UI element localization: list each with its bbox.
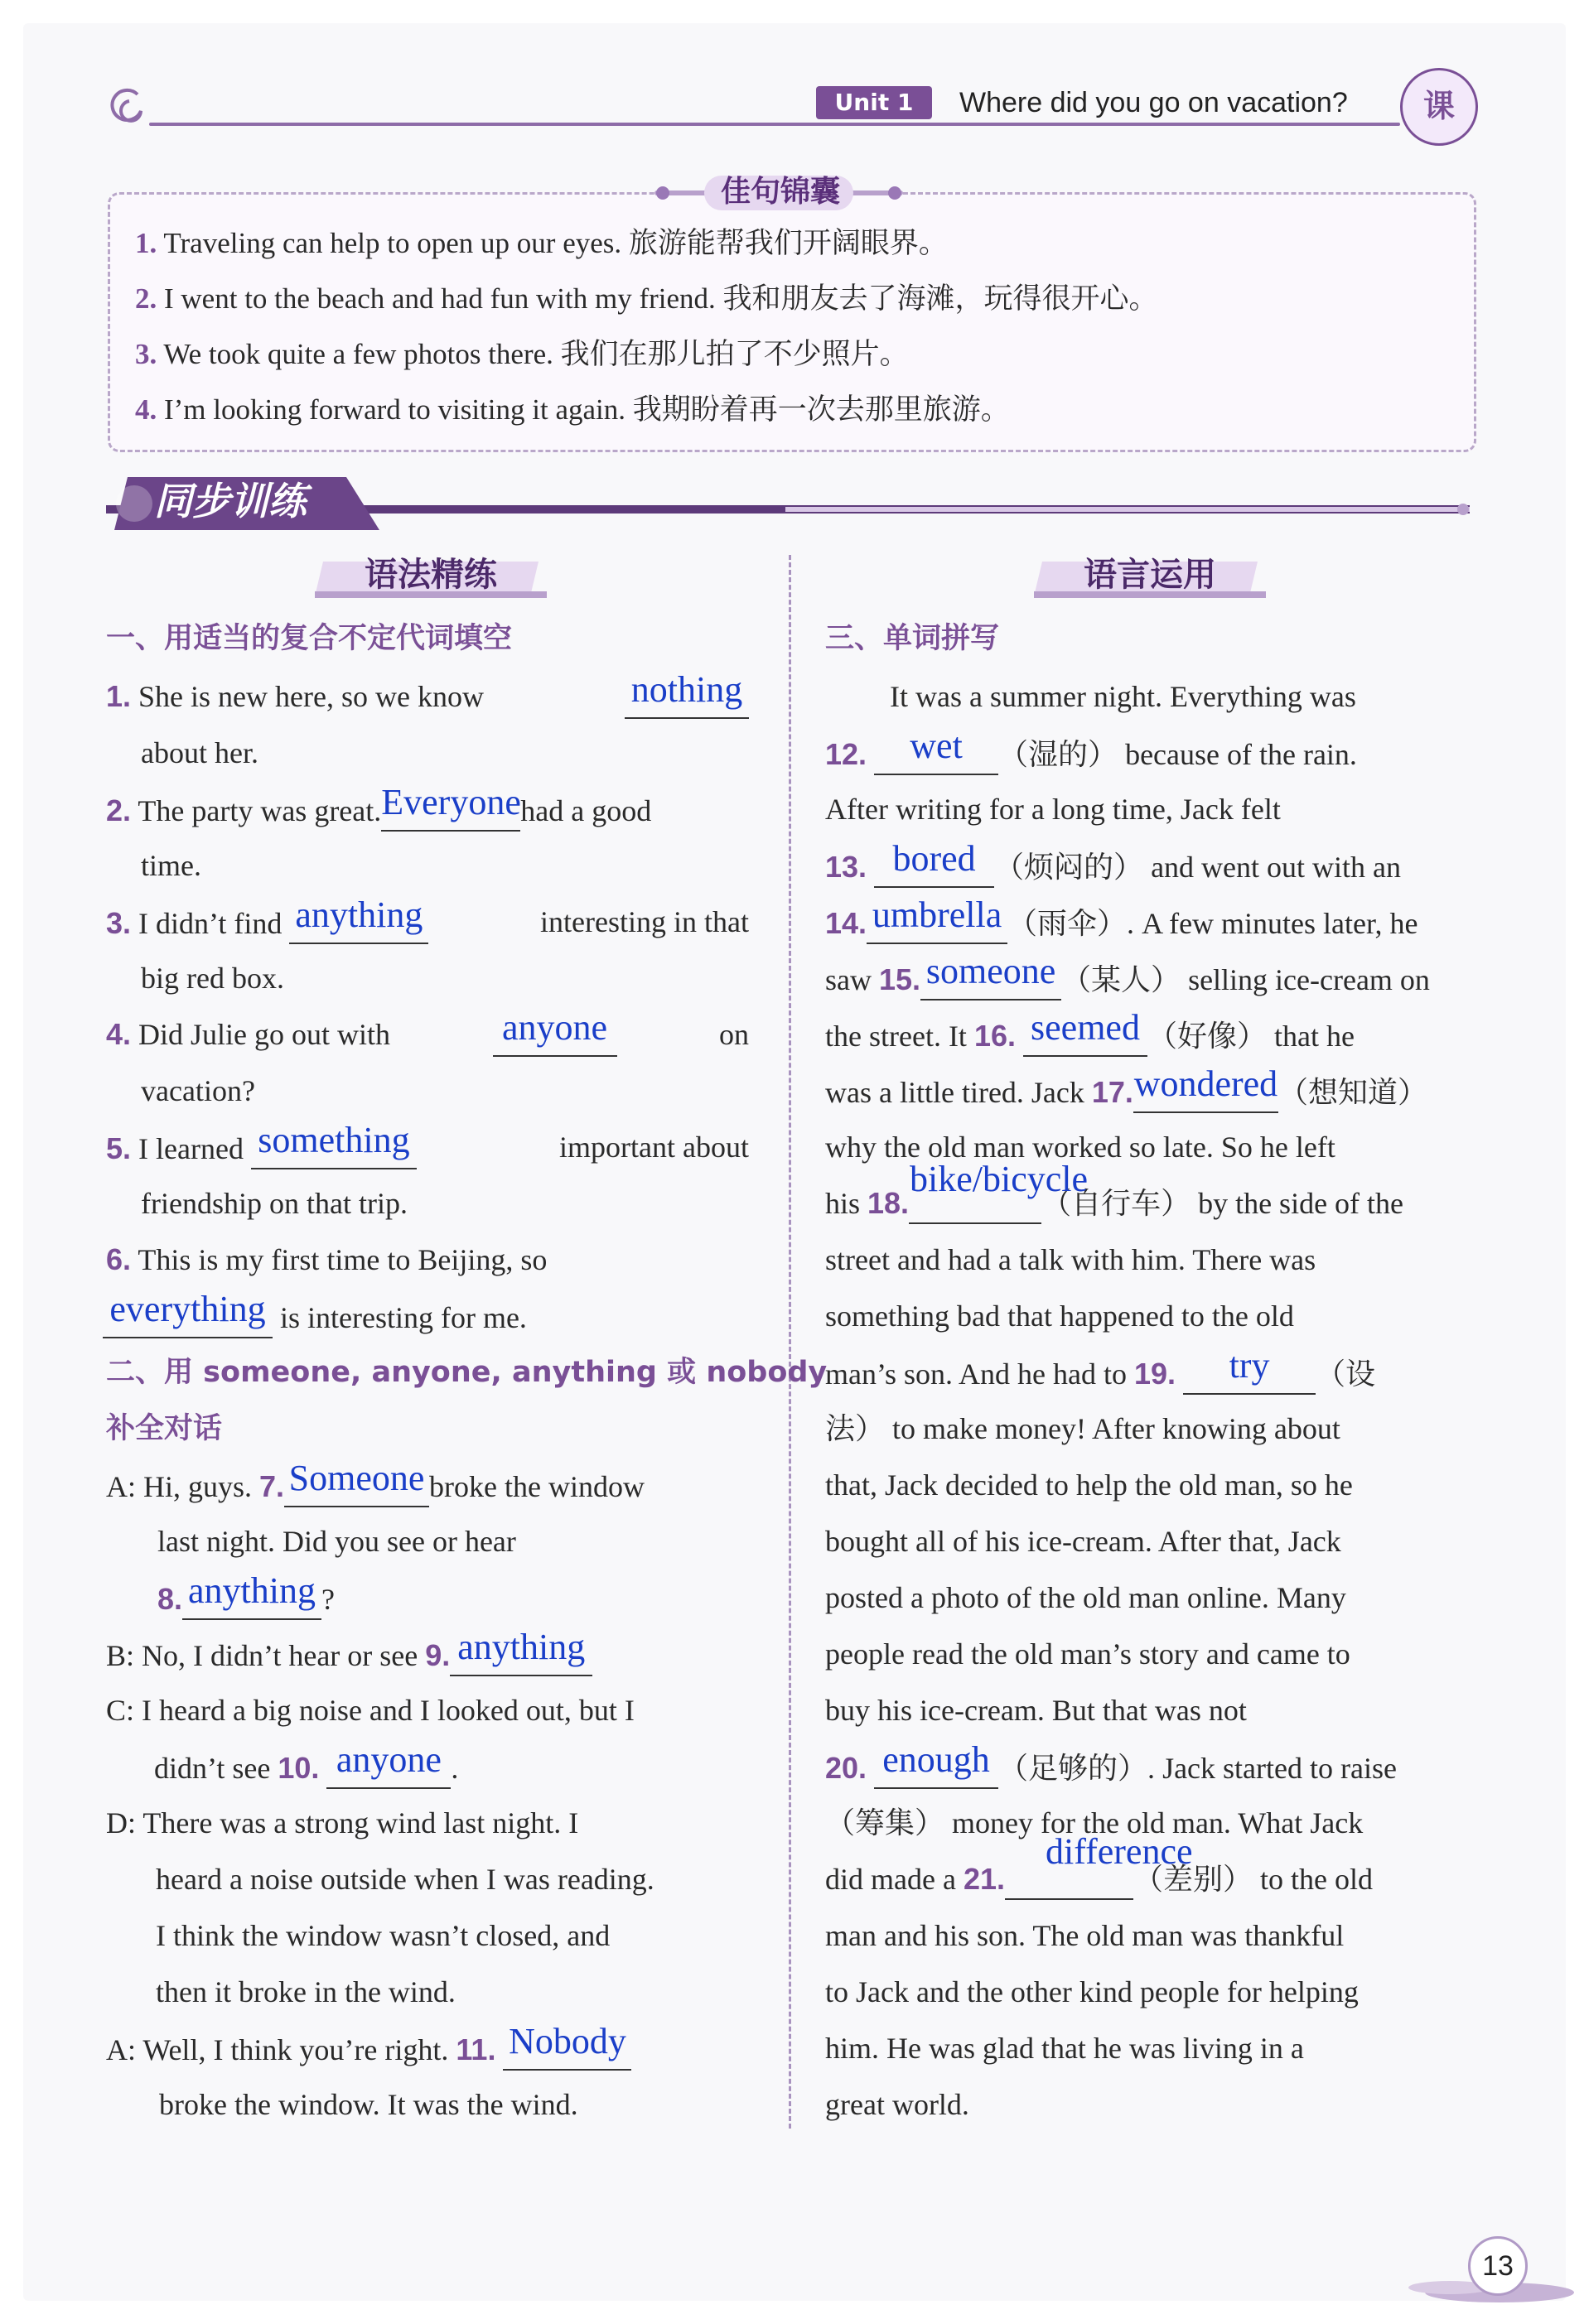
passage-line-6: saw 15. someone （某人） selling ice-cream on xyxy=(825,959,1430,1000)
passage-line-1: It was a summer night. Everything was xyxy=(890,680,1356,713)
q6-line2: everything is interesting for me. xyxy=(103,1297,527,1338)
passage-line-7: the street. It 16. seemed （好像） that he xyxy=(825,1015,1355,1057)
passage-line-10: his 18. （自行车） by the side of the xyxy=(825,1184,1403,1224)
passage-line-11: street and had a talk with him. There was xyxy=(825,1243,1316,1276)
dialogue-a2-line1: A: Well, I think you’re right. 11. Nobody xyxy=(106,2029,631,2071)
dialogue-c-line1: C: I heard a big noise and I looked out, but I xyxy=(106,1694,635,1727)
q1-answer[interactable]: nothing xyxy=(625,677,749,719)
dialogue-a1-line3: 8. anything ? xyxy=(157,1579,335,1620)
passage-line-14: 法） to make money! After knowing about xyxy=(825,1412,1340,1445)
dialogue-a1-line1: A: Hi, guys. 7. Someone broke the window xyxy=(106,1466,645,1507)
q6-line1: 6. This is my first time to Beijing, so xyxy=(106,1242,548,1276)
q6-answer[interactable]: everything xyxy=(103,1297,273,1338)
dialogue-a2-line2: broke the window. It was the wind. xyxy=(159,2088,578,2121)
q10-answer[interactable]: anyone xyxy=(326,1748,451,1789)
q20-answer[interactable]: enough xyxy=(874,1748,998,1789)
logo-text: 课 xyxy=(1422,89,1455,124)
passage-line-19: buy his ice-cream. But that was not xyxy=(825,1694,1247,1727)
q11-answer[interactable]: Nobody xyxy=(503,2029,631,2071)
q21-answer: difference xyxy=(1046,1831,1193,1872)
q8-answer[interactable]: anything xyxy=(182,1579,321,1620)
q14-answer[interactable]: umbrella xyxy=(867,903,1007,944)
q4-line2: vacation? xyxy=(141,1074,255,1107)
q5-answer[interactable]: something xyxy=(251,1128,417,1169)
passage-line-18: people read the old man’s story and came to xyxy=(825,1637,1350,1671)
box-title: 佳句锦囊 xyxy=(720,175,840,209)
part3-title: 三、单词拼写 xyxy=(825,622,1000,655)
dialogue-d-line4: then it broke in the wind. xyxy=(156,1975,456,2008)
passage-line-21: （筹集） money for the old man. What Jack xyxy=(825,1806,1364,1839)
q19-answer[interactable]: try xyxy=(1183,1353,1316,1395)
q17-answer[interactable]: wondered xyxy=(1133,1072,1278,1113)
q4-line1: 4. Did Julie go out with anyone on xyxy=(106,1015,749,1057)
passage-line-16: bought all of his ice-cream. After that, Jack xyxy=(825,1525,1341,1558)
sentence-2: 2. I went to the beach and had fun with my friend. 我和朋友去了海滩，玩得很开心。 xyxy=(135,282,1158,315)
passage-line-26: great world. xyxy=(825,2088,969,2121)
passage-line-5: 14. umbrella （雨伞）. A few minutes later, he xyxy=(825,903,1418,944)
q16-answer[interactable]: seemed xyxy=(1023,1015,1147,1057)
dialogue-d-line1: D: There was a strong wind last night. I xyxy=(106,1806,579,1839)
q5-line1: 5. I learned something important about xyxy=(106,1128,749,1169)
part2-title-line2: 补全对话 xyxy=(106,1412,223,1445)
q3-line1: 3. I didn’t find anything interesting in that xyxy=(106,903,749,944)
dialogue-d-line3: I think the window wasn’t closed, and xyxy=(156,1919,611,1952)
q2-answer[interactable]: Everyone xyxy=(381,790,520,832)
left-subhead: 语法精练 xyxy=(365,556,497,594)
passage-line-2: 12. wet （湿的） because of the rain. xyxy=(825,734,1357,775)
section-banner-title: 同步训练 xyxy=(154,479,307,523)
right-subhead: 语言运用 xyxy=(1084,556,1216,594)
passage-line-9: why the old man worked so late. So he left xyxy=(825,1131,1335,1164)
dialogue-a1-line2: last night. Did you see or hear xyxy=(157,1525,516,1558)
unit-badge: Unit 1 xyxy=(816,86,932,119)
header-line xyxy=(149,123,1400,126)
sentence-3: 3. We took quite a few photos there. 我们在那儿拍了不少照片。 xyxy=(135,338,909,370)
q9-answer[interactable]: anything xyxy=(450,1635,592,1676)
q18-answer: bike/bicycle xyxy=(910,1159,1089,1199)
unit-title: Where did you go on vacation? xyxy=(959,87,1348,118)
q5-line2: friendship on that trip. xyxy=(141,1187,408,1220)
passage-line-24: to Jack and the other kind people for helping xyxy=(825,1975,1359,2008)
passage-line-17: posted a photo of the old man online. Many xyxy=(825,1581,1346,1614)
part2-title-line1: 二、用 someone, anyone, anything 或 nobody xyxy=(106,1356,828,1389)
q7-answer[interactable]: Someone xyxy=(284,1466,429,1507)
q1-line2: about her. xyxy=(141,736,258,769)
passage-line-12: something bad that happened to the old xyxy=(825,1299,1294,1333)
dialogue-b: B: No, I didn’t hear or see 9. anything xyxy=(106,1635,592,1676)
q4-answer[interactable]: anyone xyxy=(493,1015,617,1057)
q15-answer[interactable]: someone xyxy=(920,959,1061,1000)
sentence-4: 4. I’m looking forward to visiting it again. 我期盼着再一次去那里旅游。 xyxy=(135,393,1010,426)
passage-line-3: After writing for a long time, Jack felt xyxy=(825,793,1281,826)
passage-line-4: 13. bored （烦闷的） and went out with an xyxy=(825,846,1401,888)
swirl-icon xyxy=(104,83,149,128)
passage-line-23: man and his son. The old man was thankful xyxy=(825,1919,1345,1952)
part1-title: 一、用适当的复合不定代词填空 xyxy=(106,622,513,655)
q3-answer[interactable]: anything xyxy=(289,903,428,944)
sentence-1: 1. Traveling can help to open up our eyes. 旅游能帮我们开阔眼界。 xyxy=(135,227,948,259)
dialogue-d-line2: heard a noise outside when I was reading. xyxy=(156,1863,654,1896)
sentences-box xyxy=(108,192,1476,452)
page-number: 13 xyxy=(1468,2236,1528,2296)
passage-line-20: 20. enough （足够的）. Jack started to raise xyxy=(825,1748,1397,1789)
column-divider xyxy=(789,555,791,2129)
q2-line2: time. xyxy=(141,849,201,882)
q12-answer[interactable]: wet xyxy=(874,734,998,775)
logo xyxy=(1400,68,1478,146)
q2-line1: 2. The party was great.Everyonehad a good xyxy=(106,790,651,832)
section-banner xyxy=(106,475,1470,532)
passage-line-8: was a little tired. Jack 17.wondered（想知道） xyxy=(825,1072,1427,1113)
q1-line1: 1. She is new here, so we know nothing xyxy=(106,677,749,719)
passage-line-13: man’s son. And he had to 19. try （设 xyxy=(825,1353,1375,1395)
dialogue-c-line2: didn’t see 10. anyone . xyxy=(154,1748,458,1789)
q13-answer[interactable]: bored xyxy=(874,846,994,888)
q3-line2: big red box. xyxy=(141,962,284,995)
passage-line-22: did made a 21. （差别） to the old xyxy=(825,1860,1373,1900)
passage-line-15: that, Jack decided to help the old man, so he xyxy=(825,1468,1353,1502)
passage-line-25: him. He was glad that he was living in a xyxy=(825,2032,1304,2065)
